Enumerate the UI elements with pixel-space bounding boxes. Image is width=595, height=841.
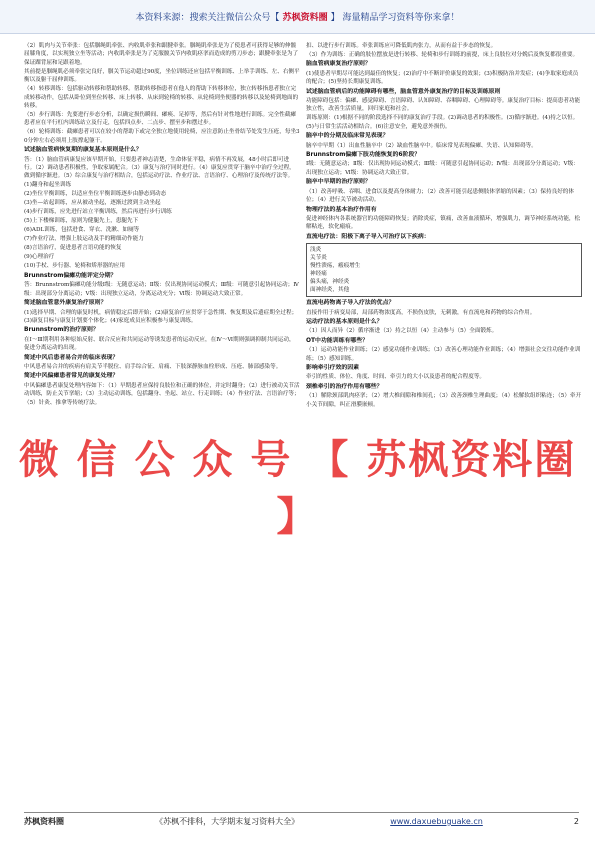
paragraph: (10)手杖、步行器、轮椅和矫形器的应用 <box>24 263 125 270</box>
section-heading: 直流电药物离子导入疗法的优点？ <box>306 300 395 307</box>
paragraph: 答：Brunnstrom偏瘫功能分级Ⅰ级：无随意运动；Ⅱ级：仅出现协同运动模式；Ⅲ级：可随意引起协同运动；Ⅳ级：出现部分分离运动；Ⅴ级：出现独立运动，分离运动充分；Ⅵ级：协调运动大致正常。 <box>24 282 299 297</box>
paragraph: (1)选择早期、合理的康复时机，病情稳定后即开始；(2)康复治疗应贯穿于急性期、恢复期及后遗症期全过程；(3)康复目标与康复计划要个体化；(4)家庭成员应积极参与康复训练。 <box>24 309 298 324</box>
left-column <box>24 42 300 810</box>
section-heading: 脑血管病康复治疗原则？ <box>306 61 371 68</box>
paragraph: (9)心理治疗 <box>24 254 55 261</box>
paragraph: （1）解除颈部肌肉痉挛；（2）增大椎间隙和椎间孔；（3）改善颈椎生理曲度；（4）松解软组织粘连；（5）牵开小关节间隙，纠正滑膜嵌顿。 <box>306 393 582 408</box>
paragraph: （4）转移训练：包括驱动转移和帮助转移。帮助转移指患者在他人的帮助下转移体位，独立转移指患者独立完成转移动作，包括从卧位到坐位转移、床上转移、从床到轮椅的转移、从轮椅到坐便器的转移以及轮椅到地面的转移。 <box>24 86 299 110</box>
footer-title: 苏枫资料圈 <box>24 817 64 826</box>
paragraph: Ⅰ级：无随意运动；Ⅱ级：仅出现协同运动模式；Ⅲ级：可随意引起协同运动；Ⅳ级：出现部分分离运动；Ⅴ级：出现独立运动；Ⅵ级：协调运动大致正常。 <box>306 161 579 176</box>
section-heading: Brunnstrom的治疗原则？ <box>24 327 99 334</box>
paragraph: 功能障碍包括：偏瘫、感觉障碍、言语障碍、认知障碍、吞咽障碍、心理障碍等。康复治疗目标：提高患者功能独立性，改善生活质量，回归家庭和社会。 <box>306 98 581 113</box>
paragraph: (1)翻身和起坐训练 <box>24 182 72 189</box>
section-heading: 影响牵引疗效的因素 <box>306 364 360 371</box>
paragraph: 在Ⅰ～Ⅲ期利用各种原始反射、联合反应和共同运动等诱发患者的运动反应，在Ⅳ～Ⅵ期则强调抑制共同运动，促进分离运动的出现。 <box>24 336 295 352</box>
paragraph: (6)ADL训练，包括进食、穿衣、洗漱、如厕等 <box>24 227 140 234</box>
footer-subtitle: 《苏枫不排科，大学期末复习资料大全》 <box>155 817 300 826</box>
paragraph: (5)上下楼梯训练，原则为健腿先上，患腿先下 <box>24 218 139 225</box>
section-heading: OT中功能训练有哪些？ <box>306 337 369 344</box>
footer-url-link[interactable]: www.daxuebuguake.cn <box>390 817 483 826</box>
paragraph: 直接作用于病变局部，局部药物浓度高，不损伤皮肤，无刺激，有直流电和药物的综合作用。 <box>306 309 536 316</box>
section-heading: 试述脑血管病恢复期的康复基本原则是什么？ <box>24 147 142 154</box>
section-heading: 脑卒中的分期及临床常见表现？ <box>306 133 389 140</box>
section-heading: 试述脑血管病后的功能障碍有哪些，脑血管意外康复治疗的目标及训练原则 <box>306 88 501 95</box>
paragraph: (4)步行训练，应先进行站立平衡训练，然后再进行步行训练 <box>24 209 172 216</box>
section-heading: Brunnstrom偏瘫功能评定分期？ <box>24 272 117 279</box>
paragraph: (8)言语治疗，促进患者言语功能的恢复 <box>24 245 122 252</box>
section-heading: 简述脑血管意外康复治疗原则？ <box>24 300 107 307</box>
watermark-text: 微 信 公 众 号 【 苏枫资料圈 】 <box>18 437 577 540</box>
paragraph: (1)使患者早期尽可能达到最佳的恢复；(2)治疗中不断评价康复的效果；(3)积极防治并发症；(4)争取家庭成员的配合；(5)坚持长期康复训练。 <box>306 70 579 86</box>
paragraph: 其前提是腘绳肌必须牵张完良好，腘关节运动超过90度，坐位训练还应包括平衡训练、上举手训练、左、右侧平衡以及躯干屈伸训练。 <box>24 68 300 84</box>
paragraph: 中风患者易合并的疾病有肩关节半脱位、肩手综合征、肩痛、下肢深静脉血栓形成、压疮、肺部感染等。 <box>24 363 282 370</box>
paragraph: （2）肌肉与关节牵张：包括腘绳肌牵张、内收肌牵张和跟腱牵张。腘绳肌牵张是为了使患者可获得足够的伸髋屈膝角度，以实现独立坐等活动；内收肌牵张是为了克服髋关节内收肌痉挛而造成的剪刀步态；跟腱牵张是为了保证踝背屈和足跟着地。 <box>24 43 299 66</box>
section-heading: 运动疗法的基本原则是什么？ <box>306 318 383 325</box>
right-column <box>306 42 582 810</box>
paragraph: （5）步行训练：先要进行步态分析，以确定损伤瞬间、瘫痪、足掉等，然后有针对性地进行训练。完全性截瘫患者应在平行杠内训练站立及行走，包括四点步、二点步、摆至步和摆过步。 <box>24 112 297 127</box>
banner-prefix: 本资料来源：搜索关注微信公众号【 <box>135 13 280 23</box>
paragraph: 答：（1）脑血管病康复应该早期开始，只要患者神志清楚，生命体征平稳，病情不再发展，48小时后即可进行。（2）调动患者积极性，争取家属配合。（3）康复与治疗同时进行。（4）康复应贯穿于脑卒中治疗全过程，做到循序渐进。（5）综合康复与治疗相结合，包括运动疗法、作业疗法、言语治疗、心理治疗及传统疗法等。 <box>24 156 295 180</box>
paragraph: 脑卒中早期（1）出血性脑卒中（2）缺血性脑卒中。临床常见表现偏瘫、失语、认知障碍等。 <box>306 142 537 149</box>
section-heading: 脑卒中早期的治疗原则？ <box>306 179 371 186</box>
banner-suffix: 】 海量精品学习资料等你来拿！ <box>330 13 460 23</box>
paragraph: （1）运动功能作业训练；（2）感觉功能作业训练；（3）改善心理功能作业训练；（4）增强社会交往功能作业训练；（5）感知训练。 <box>306 347 581 362</box>
paragraph: 牵引的性质、体位、角度、时间、牵引力的大小以及患者的配合程度等。 <box>306 374 486 381</box>
section-heading: 物理疗法的基本治疗作用有 <box>306 206 377 213</box>
paragraph: (7)作业疗法，增强上肢运动及手的精细动作能力 <box>24 236 144 243</box>
boxed-list-item: 面神经炎，其他 <box>310 287 350 294</box>
boxed-list-item: 关节炎 <box>310 255 327 262</box>
section-heading: 颈椎牵引的治疗作用有哪些？ <box>306 383 383 390</box>
boxed-list-item: 浅炎 <box>310 247 322 254</box>
section-heading: 简述中风后患者易合并的临床表现？ <box>24 354 119 361</box>
paragraph: 中风偏瘫患者康复处理内容如下：（1）早期患者应保持良肢位和正确的体位，并定时翻身；（2）进行被动关节活动训练，防止关节挛缩；（3）主动运动训练，包括翻身、坐起、站立、行走训练；（4）作业疗法、言语治疗等；（5）针灸、推拿等传统疗法。 <box>24 382 300 406</box>
paragraph: （1）因人而异（2）循序渐进（3）持之以恒（4）主动参与（5）全面锻炼。 <box>306 328 498 335</box>
boxed-list-item: 慢性溃疡，瘢痕增生 <box>310 263 361 270</box>
paragraph: (3)坐—站起训练，应从被动坐起，逐渐过渡到主动坐起 <box>24 200 161 207</box>
paragraph: 扣、以进行步行训练。牵张训练应可降低肌肉张力，从而有益于步态的恢复。 <box>306 43 497 49</box>
boxed-list <box>306 243 582 297</box>
page-number: 2 <box>573 817 579 826</box>
paragraph: (2)坐位平衡训练，以适应坐位平衡训练逐步由静态到动态 <box>24 191 167 198</box>
page-footer <box>24 812 579 830</box>
banner-brand: 苏枫资料圈 <box>282 13 328 23</box>
paragraph: （1）改善呼吸、吞咽、进食以及提高身体耐力；（2）改善可能引起患侧肢体挛缩的因素；（3）保持良好的体位；（4）进行关节被动活动。 <box>306 188 574 204</box>
boxed-list-item: 神经痛 <box>310 271 327 278</box>
section-heading: 直流电疗法：阳极下离子导入可治疗以下疾病： <box>306 233 430 240</box>
paragraph: （3）作为训练：正确的肢位摆放是进行转移、轮椅和步行训练的前提，床上良肢位对分娩后及恢复都很重要。 <box>306 52 579 58</box>
boxed-list-item: 偏头痛，神经炎 <box>310 279 350 286</box>
paragraph: 促进神经体内各系统器官的功能障碍恢复；消除炎症，镇痛，改善血液循环，增强肌力，调节神经系统功能，松解粘连，软化瘢痕。 <box>306 215 581 231</box>
paragraph: 训练原则：(1)根据不同的阶段选择不同的康复治疗手段。(2)调动患者的积极性。(3)循序渐进。(4)持之以恒。(5)与日常生活活动相结合。(6)注意安全，避免意外损伤。 <box>306 115 579 130</box>
paragraph: （6）轮椅训练：截瘫患者可以在较小的帮助下或完全独立地使用轮椅，应注意防止坐骨结节处发生压疮，每坐30分钟左右必须用上肢撑起躯干。 <box>24 129 300 144</box>
section-heading: 简述中风偏瘫患者常见的康复处理？ <box>24 373 119 380</box>
top-banner <box>0 0 595 34</box>
section-heading: Brunnstrom偏瘫下肢功能恢复的6阶段？ <box>306 152 421 159</box>
